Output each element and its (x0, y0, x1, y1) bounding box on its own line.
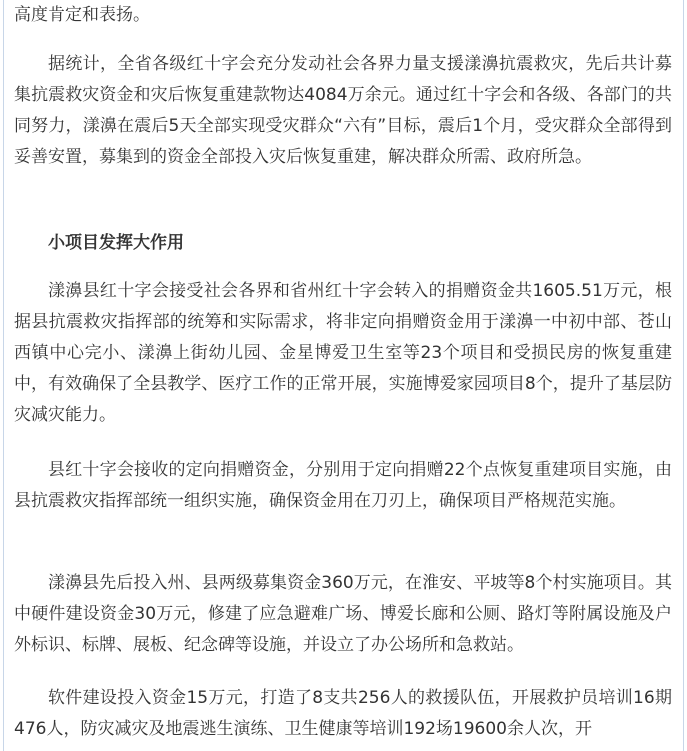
section-heading: 小项目发挥大作用 (48, 233, 184, 253)
paragraph-software-investment: 软件建设投入资金15万元，打造了8支共256人的救援队伍，开展救护员培训16期476人，防灾减灾及地震逃生演练、卫生健康等培训192场19600余人次，开 (14, 688, 672, 739)
paragraph-statistics: 据统计，全省各级红十字会充分发动社会各界力量支援漾濞抗震救灾，先后共计募集抗震救灾资金和灾后恢复重建款物达4084万余元。通过红十字会和各级、各部门的共同努力，漾濞在震后5天全部实现受灾群众“六有”目标，震后1个月，受灾群众全部得到妥善安置，募集到的资金全部投入灾后恢复重建，解决群众所需、政府所急。 (14, 54, 672, 167)
paragraph-village-projects: 漾濞县先后投入州、县两级募集资金360万元，在淮安、平坡等8个村实施项目。其中硬件建设资金30万元，修建了应急避难广场、博爱长廊和公厕、路灯等附属设施及户外标识、标牌、展板、纪念碑等设施，并设立了办公场所和急救站。 (14, 573, 672, 655)
left-border-line (3, 0, 4, 751)
paragraph-donations: 漾濞县红十字会接受社会各界和省州红十字会转入的捐赠资金共1605.51万元，根据县抗震救灾指挥部的统筹和实际需求，将非定向捐赠资金用于漾濞一中初中部、苍山西镇中心完小、漾濞上街幼儿园、金星博爱卫生室等23个项目和受损民房的恢复重建中，有效确保了全县教学、医疗工作的正常开展，实施博爱家园项目8个，提升了基层防灾减灾能力。 (14, 281, 672, 425)
paragraph-continuation: 高度肯定和表扬。 (14, 5, 150, 25)
right-border-line (683, 0, 684, 751)
paragraph-directed-funds: 县红十字会接收的定向捐赠资金，分别用于定向捐赠22个点恢复重建项目实施，由县抗震救灾指挥部统一组织实施，确保资金用在刀刃上，确保项目严格规范实施。 (14, 460, 672, 511)
